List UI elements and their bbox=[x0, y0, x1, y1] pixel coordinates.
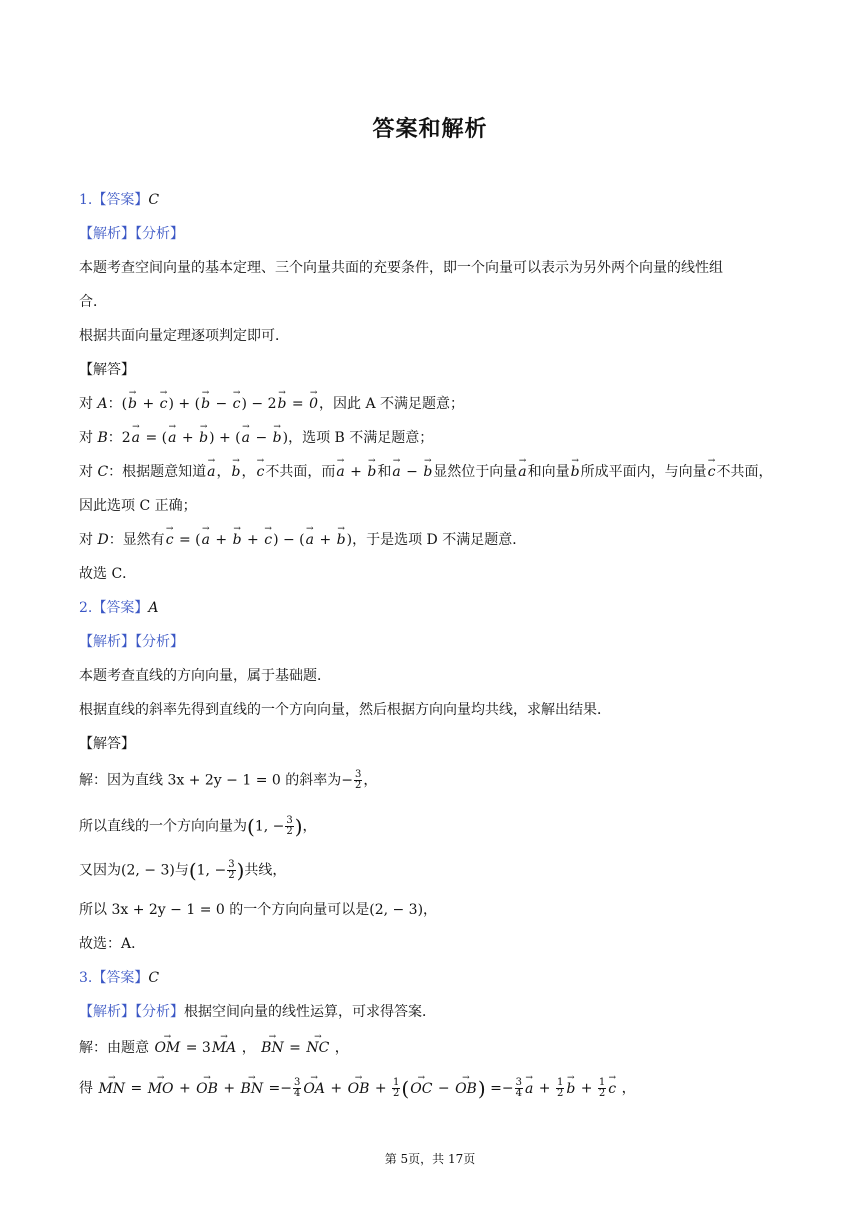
q2-conclusion: 故选：A． bbox=[79, 936, 146, 952]
q1-option-a: 对 A：(→ b + → c) + (→ b − → c) − 2→ b = → 0，因此 A 不满足题意； bbox=[79, 394, 464, 414]
q1-option-b-text: ，选项 B 不满足题意； bbox=[288, 430, 434, 446]
q1-option-d-prefix: 显然有 bbox=[122, 532, 165, 548]
q1-option-c-and: 和向量 bbox=[527, 464, 570, 480]
q1-analysis-label: 【解析】【分析】 bbox=[79, 226, 184, 242]
q2-analysis-2: 根据直线的斜率先得到直线的一个方向向量，然后根据方向向量均共线，求解出结果． bbox=[79, 702, 611, 718]
q1-option-c-plane: 所成平面内，与向量 bbox=[580, 464, 707, 480]
q1-analysis-3: 根据共面向量定理逐项判定即可． bbox=[79, 328, 289, 344]
q3-answer-line bbox=[79, 968, 159, 988]
q1-option-d: 对 D：显然有→ c = (→ a + → b + → c) − (→ a + → b)，于是选项 D 不满足题意． bbox=[79, 530, 526, 550]
q2-solution-3: 又因为(2, − 3)与(1, − $\frac{3}{2}$ )共线， bbox=[79, 858, 287, 883]
q1-solution-tag: 【解答】 bbox=[79, 362, 135, 378]
q2-answer-head: 2.【答案】 bbox=[79, 600, 149, 616]
q2-analysis-tag bbox=[79, 632, 184, 652]
q3-analysis-line bbox=[79, 1002, 436, 1022]
q3-analysis-label: 【解析】【分析】 bbox=[79, 1004, 184, 1020]
q2-solution-tag: 【解答】 bbox=[79, 736, 135, 752]
q3-answer-head: 3.【答案】 bbox=[79, 970, 149, 986]
q1-analysis-2: 合． bbox=[79, 294, 107, 310]
q2-answer-value: A bbox=[148, 600, 159, 616]
q1-option-a-text: ，因此 A 不满足题意； bbox=[319, 396, 465, 412]
q3-solution-1: 解：由题意 → OM = 3→ MA ， → BN = → NC ， bbox=[79, 1038, 349, 1058]
q1-option-c-text: 根据题意知道 bbox=[122, 464, 207, 480]
q1-answer-head: 1.【答案】 bbox=[79, 192, 149, 208]
q3-analysis-1: 根据空间向量的线性运算，可求得答案． bbox=[184, 1004, 436, 1020]
q1-analysis-tag bbox=[79, 224, 184, 244]
q2-solution-4: 所以 3x + 2y − 1 = 0 的一个方向向量可以是(2, − 3)， bbox=[79, 902, 438, 918]
q2-solution-3-suffix: 共线， bbox=[244, 862, 287, 879]
q2-solution-1-text: 解：因为直线 3x + 2y − 1 = 0 的斜率为− bbox=[79, 772, 353, 789]
q2-answer-line bbox=[79, 598, 158, 618]
q1-conclusion: 故选 C． bbox=[79, 566, 137, 582]
q1-option-c-not: 不共面， bbox=[716, 464, 773, 480]
q2-analysis-label: 【解析】【分析】 bbox=[79, 634, 184, 650]
q3-solution-1-text: 解：由题意 bbox=[79, 1040, 149, 1056]
q1-option-c-mid: 不共面，而 bbox=[265, 464, 336, 480]
q1-option-c: 对 C：根据题意知道→ a，→ b，→ c不共面，而→ a + → b和→ a − → b显然位于向量→ a和向量→ b所成平面内，与向量→ c不共面， bbox=[79, 462, 772, 482]
q1-option-c-show: 显然位于向量 bbox=[433, 464, 518, 480]
q2-analysis-1: 本题考查直线的方向向量，属于基础题． bbox=[79, 668, 331, 684]
q3-solution-2-text: 得 bbox=[79, 1080, 93, 1097]
q1-answer-line bbox=[79, 190, 159, 210]
q1-option-d-suffix: ，于是选项 D 不满足题意． bbox=[352, 532, 527, 548]
q2-solution-3-text: 又因为(2, − 3)与 bbox=[79, 862, 189, 879]
q2-solution-2-text: 所以直线的一个方向向量为 bbox=[79, 818, 247, 835]
q3-solution-2: 得 → MN = → MO + → OB + → BN =− $\frac{3}{4}$ → OA + → OB + $\frac{1}{2}$ (→ OC − → OB) =− $\frac{3}{4}$ → a + $\frac{1}{2}$ → b + $\frac{1}{2}$ → c ， bbox=[79, 1078, 636, 1099]
page-footer: 第 5页，共 17页 bbox=[384, 1152, 476, 1166]
q3-answer-value: C bbox=[148, 970, 160, 986]
page-title: 答案和解析 bbox=[372, 117, 488, 142]
q1-option-c-line2: 因此选项 C 正确； bbox=[79, 498, 197, 514]
q1-option-b: 对 B：2→ a = (→ a + → b) + (→ a − → b)，选项 B 不满足题意； bbox=[79, 428, 433, 448]
q1-analysis-1: 本题考查空间向量的基本定理、三个向量共面的充要条件，即一个向量可以表示为另外两个向量的线性组 bbox=[79, 260, 723, 276]
q2-solution-1: 解：因为直线 3x + 2y − 1 = 0 的斜率为− $\frac{3}{2}$ ， bbox=[79, 769, 378, 791]
q2-solution-2: 所以直线的一个方向向量为(1, − $\frac{3}{2}$ )， bbox=[79, 814, 317, 839]
q1-answer-value: C bbox=[148, 192, 160, 208]
